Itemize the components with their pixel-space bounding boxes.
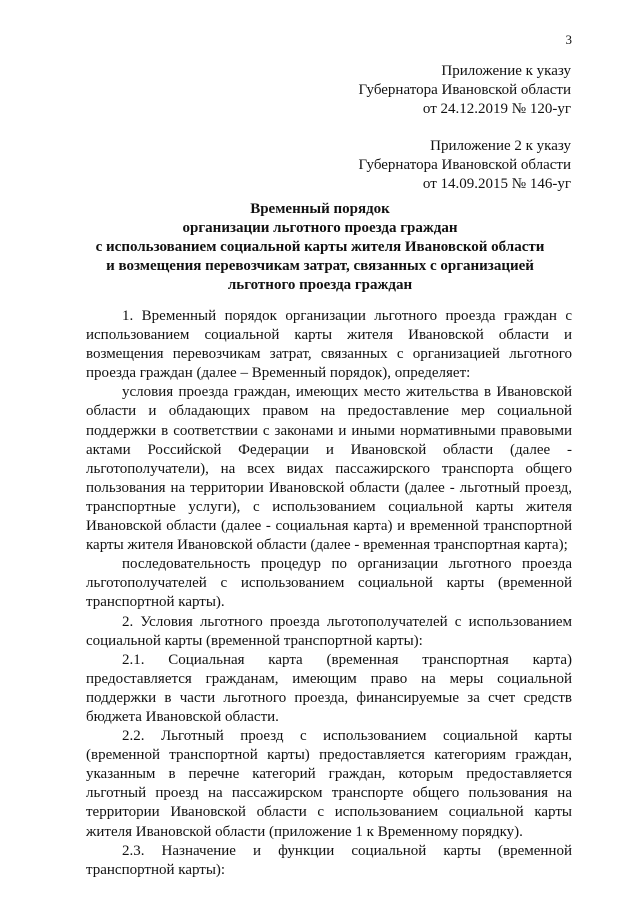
- annex-reference-current: [358, 62, 571, 119]
- annex-line: от 24.12.2019 № 120-уг: [422, 101, 571, 117]
- title-line: с использованием социальной карты жителя Ивановской области: [95, 239, 545, 255]
- annex-line: Приложение 2 к указу: [430, 138, 571, 154]
- page-number: 3: [565, 32, 572, 47]
- annex-line: от 14.09.2015 № 146-уг: [422, 176, 571, 192]
- title-line: и возмещения перевозчикам затрат, связанных с организацией: [106, 258, 534, 274]
- paragraph-2-1: 2.1. Социальная карта (временная транспортная карта) предоставляется гражданам, имеющим право на меры социальной поддержки в части льготного проезда, финансируемые за счет средств бюджета Ивановской области.: [86, 651, 572, 725]
- paragraph-2-2: 2.2. Льготный проезд с использованием социальной карты (временной транспортной карты) предоставляется категориям граждан, указанным в перечне категорий граждан, которым предоставляется льготный проезд на пассажирском транспорте общего пользования на территории Ивановской области с использованием социальной карты жителя Ивановской области (приложение 1 к Временному порядку).: [86, 728, 572, 840]
- document-body: [86, 307, 572, 880]
- paragraph-procedure-sequence: последовательность процедур по организации льготного проезда льготополучателей с использованием социальной карты (временной транспортной карты).: [86, 556, 572, 611]
- paragraph-2-3: 2.3. Назначение и функции социальной карты (временной транспортной карты):: [86, 842, 572, 878]
- title-line: Временный порядок: [250, 201, 390, 217]
- paragraph-1: 1. Временный порядок организации льготного проезда граждан с использованием социальной карты жителя Ивановской области и возмещения перевозчикам затрат, связанных с организацией льготного проезда граждан (далее – Временный порядок), определяет:: [86, 308, 572, 382]
- title-line: организации льготного проезда граждан: [182, 220, 458, 236]
- annex-line: Губернатора Ивановской области: [358, 157, 571, 173]
- annex-line: Губернатора Ивановской области: [358, 82, 571, 98]
- paragraph-travel-conditions: условия проезда граждан, имеющих место жительства в Ивановской области и обладающих правом на предоставление мер социальной поддержки в соответствии с законами и иными нормативными правовыми актами Российской Федерации и Ивановской области (далее - льготополучатели), на всех видах пассажирского транспорта общего пользования на территории Ивановской области (далее - льготный проезд, транспортные услуги), с использованием социальной карты жителя Ивановской области (далее - социальная карта) и временной транспортной карты жителя Ивановской области (далее - временная транспортная карта);: [86, 384, 572, 554]
- paragraph-2: 2. Условия льготного проезда льготополучателей с использованием социальной карты (временной транспортной карты):: [86, 613, 572, 649]
- annex-line: Приложение к указу: [441, 63, 571, 79]
- annex-reference-original: [358, 137, 571, 194]
- title-line: льготного проезда граждан: [227, 277, 413, 293]
- document-title: [60, 200, 580, 295]
